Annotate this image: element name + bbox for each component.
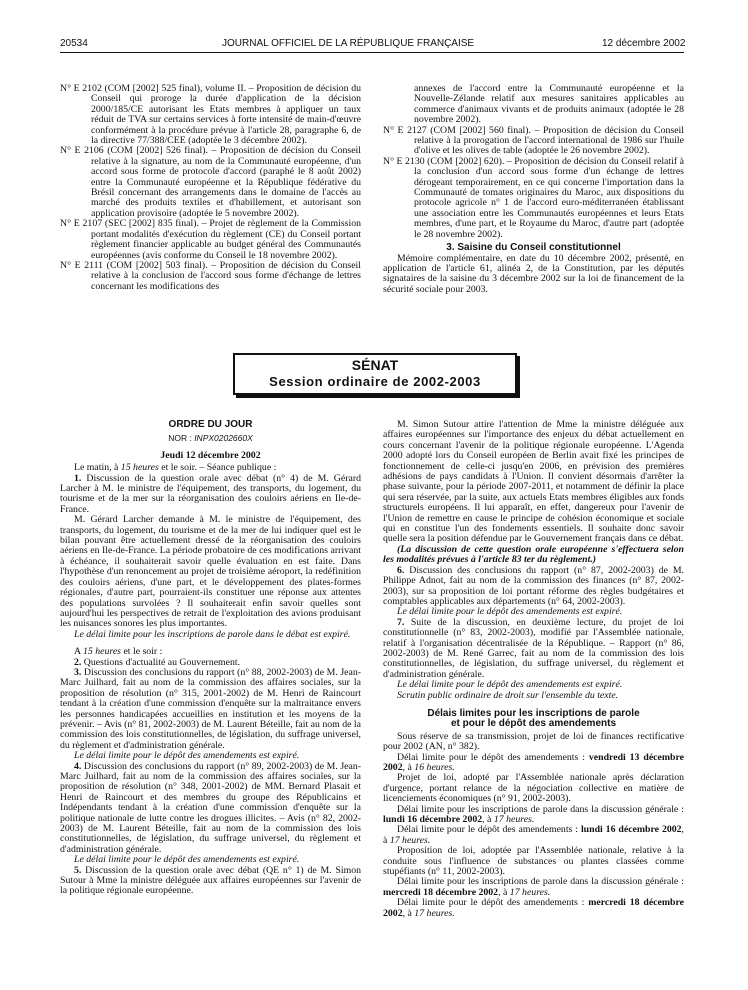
agenda-item-1: 1. Discussion de la question orale avec débat (n° 4) de M. Gérard Larcher à M. le ministre de l'équipement, des transports, du logement, du tourisme et de la mer sur la réorganisation des couloirs aériens en Ile-de-France. <box>60 472 361 515</box>
top-right-column <box>383 84 684 295</box>
agenda-item-2: 2. Questions d'actualité au Gouvernement. <box>74 656 241 668</box>
scrutin-note: Scrutin public ordinaire de droit sur l'ensemble du texte. <box>397 689 619 701</box>
agenda-item-6: 6. Discussion des conclusions du rapport (n° 87, 2002-2003) de M. Philippe Adnot, fait au nom de la commission des finances (n° 87, 2002-2003), sur sa proposition de loi portant réforme des règles budgétaires et comptables applicables aux départements (n° 64, 2002-2003). <box>383 564 684 607</box>
delai-note: Le délai limite pour le dépôt des amendements est expiré. <box>397 679 623 691</box>
senat-subtitle: Session ordinaire de 2002-2003 <box>269 374 481 389</box>
modalites-note: (La discussion de cette question orale européenne s'effectuera selon les modalités prévues à l'article 83 ter du règlement.) <box>383 543 684 566</box>
question-text: M. Gérard Larcher demande à M. le ministre de l'équipement, des transports, du logement, du tourisme et de la mer de lui indiquer quel est le bilan pouvant être actuellement dressé de la réorganisation des couloirs aériens en Ile-de-France. La période probatoire de ces modifications arrivant à échéance, il souhaiterait savoir quelle évaluation en est faite. Dans l'hypothèse d'un renoncement au projet de troisième aéroport, la redéfinition des couloirs aériens, d'une part, et le développement des plates-formes régionales, d'autre part, pourraient-ils constituer une réponse aux attentes des populations survolées ? Il souhaiterait enfin savoir quelles sont aujourd'hui les perspectives de retrait de l'exploitation des avions produisant les nuisances sonores les plus importantes. <box>60 514 361 630</box>
nor-code: INPX0202660X <box>194 433 253 444</box>
page-number: 20534 <box>60 38 88 49</box>
list-item: N° E 2127 (COM [2002] 560 final). – Proposition de décision du Conseil relative à la prorogation de l'accord international de 1986 sur l'huile d'olive et les olives de table (adoptée le 26 novembre 2002). <box>383 124 684 157</box>
header-rule <box>60 52 684 53</box>
agenda-item-5: 5. Discussion de la question orale avec débat (QE n° 1) de M. Simon Sutour à Mme la ministre déléguée aux affaires européennes sur l'avenir de la politique régionale européenne. <box>60 864 361 897</box>
journal-title: JOURNAL OFFICIEL DE LA RÉPUBLIQUE FRANÇAISE <box>222 38 475 49</box>
finances-intro: Sous réserve de sa transmission, projet de loi de finances rectificative pour 2002 (AN, n° 382). <box>383 730 684 753</box>
ordre-du-jour-column: ORDRE DU JOUR NOR : INPX0202660X Jeudi 12 décembre 2002 Le matin, à 15 heures et le soir. – Séance publique : 1. Discussion de la question orale avec débat (n° 4) de M. Gérard Larcher à M. le ministre de l'équipement, des transports, du logement, du tourisme et de la mer sur la réorganisation des couloirs aériens en Ile-de-France. M. Gérard Larcher demande à M. le ministre de l'équipement, des transports, du logement, du tourisme et de la mer de lui indiquer quel est le bilan pouvant être actuellement dressé de la réorganisation des couloirs aériens en Ile-de-France. La période probatoire de ces modifications arrivant à échéance, il souhaiterait savoir quelle évaluation en est faite. Dans l'hypothèse d'un renoncement au projet de troisième aéroport, la redéfinition des couloirs aériens, d'une part, et le développement des plates-formes régionales, d'autre part, pourraient-ils constituer une réponse aux attentes des populations survolées ? Il souhaiterait enfin savoir quelles sont aujourd'hui les perspectives de retrait de l'exploitation des avions produisant les nuisances sonores les plus importantes. Le délai limite pour les inscriptions de parole dans le débat est expiré. A 15 heures et le soir : 2. Questions d'actualité au Gouvernement. 3. Discussion des conclusions du rapport (n° 88, 2002-2003) de M. Jean-Marc Juilhard, fait au nom de la commission des affaires sociales, sur la proposition de résolution (n° 315, 2001-2002) de M. Henri de Raincourt tendant à la création d'une commission d'enquête sur la maltraitance envers les personnes handicapées accueillies en institution et les moyens de la prévenir. – Avis (n° 81, 2002-2003) de M. Laurent Béteille, fait au nom de la commission des lois constitutionnelles, de législation, du suffrage universel, du règlement et d'administration générale. Le délai limite pour le dépôt des amendements est expiré. 4. Discussion des conclusions du rapport (n° 89, 2002-2003) de M. Jean-Marc Juilhard, fait au nom de la commission des affaires sociales, sur la proposition de résolution (n° 348, 2001-2002) de MM. Bernard Plasait et Henri de Raincourt et des membres du groupe des Républicains et Indépendants tendant à la création d'une commission d'enquête sur la politique nationale de lutte contre les drogues illicites. – Avis (n° 82, 2002-2003) de M. Laurent Béteille, fait au nom de la commission des lois constitutionnelles, de législation, du suffrage universel, du règlement et d'administration générale. Le délai limite pour le dépôt des amendements est expiré. 5. Discussion de la question orale avec débat (QE n° 1) de M. Simon Sutour à Mme la ministre déléguée aux affaires européennes sur l'avenir de la politique régionale européenne. <box>60 419 361 897</box>
ordre-heading: ORDRE DU JOUR <box>168 419 253 430</box>
senat-box <box>233 353 517 395</box>
agenda-item-7: 7. Suite de la discussion, en deuxième lecture, du projet de loi constitutionnelle (n° 83, 2002-2003), modifié par l'Assemblée nationale, relatif à l'organisation décentralisée de la République. – Rapport (n° 86, 2002-2003) de M. René Garrec, fait au nom de la commission des lois constitutionnelles, de législation, du suffrage universel, du règlement et d'administration générale. <box>383 616 684 680</box>
list-item: N° E 2106 (COM [2002] 526 final). – Proposition de décision du Conseil relative à la signature, au nom de la Communauté européenne, d'un accord sous forme de protocole d'accord (paraphé le 8 août 2002) entre la Communauté européenne et la République fédérative du Brésil concernant des arrangements dans le domaine de l'accès au marché des produits textiles et d'habillement, et autorisant son application provisoire (adoptée le 5 novembre 2002). <box>60 145 361 219</box>
delai-note: Le délai limite pour le dépôt des amendements est expiré. <box>397 606 623 618</box>
negociation-intro: Projet de loi, adopté par l'Assemblée nationale après déclaration d'urgence, portant relance de la négociation collective en matière de licenciements économiques (n° 91, 2002-2003). <box>383 772 684 805</box>
delais-heading-line-1: Délais limites pour les inscriptions de parole <box>427 707 640 719</box>
delai-note: Le délai limite pour les inscriptions de parole dans le débat est expiré. <box>74 628 351 640</box>
question-text: M. Simon Sutour attire l'attention de Mme la ministre déléguée aux affaires européennes sur l'importance des enjeux du débat actuellement en cours concernant l'avenir de la politique régionale européenne. L'Agenda 2000 adopté lors du Conseil européen de Berlin avait fixé les principes de fonctionnement de celle-ci jusqu'en 2006, en prévision des premières adhésions de pays candidats à l'Union. Il convient désormais d'arrêter la phase suivante, pour la période 2007-2011, et notamment de définir la place qui sera réservée, par la suite, aux actuels Etats membres éligibles aux fonds structurels européens. Il lui apparaît, en effet, dangereux pour l'avenir de l'Union de remettre en cause le principe de cohésion économique et sociale qui en constitue l'un des fondements essentiels. Il souhaite donc savoir quelle sera la position défendue par le Gouvernement français dans ce débat. <box>383 419 684 545</box>
nor-label: NOR : <box>168 433 195 444</box>
delais-heading-line-2: et pour le dépôt des amendements <box>450 718 617 730</box>
header-date: 12 décembre 2002 <box>602 38 686 49</box>
top-left-column <box>60 84 361 292</box>
delai-note: Le délai limite pour le dépôt des amendements est expiré. <box>74 750 300 762</box>
agenda-item-3: 3. Discussion des conclusions du rapport (n° 88, 2002-2003) de M. Jean-Marc Juilhard, fait au nom de la commission des affaires sociales, sur la proposition de résolution (n° 315, 2001-2002) de M. Henri de Raincourt tendant à la création d'une commission d'enquête sur la maltraitance envers les personnes handicapées accueillies en institution et les moyens de la prévenir. – Avis (n° 81, 2002-2003) de M. Laurent Béteille, fait au nom de la commission des lois constitutionnelles, de législation, du suffrage universel, du règlement et d'administration générale. <box>60 666 361 751</box>
ordre-du-jour-right-column: M. Simon Sutour attire l'attention de Mme la ministre déléguée aux affaires européennes sur l'importance des enjeux du débat actuellement en cours concernant l'avenir de la politique régionale européenne. L'Agenda 2000 adopté lors du Conseil européen de Berlin avait fixé les principes de fonctionnement de celle-ci jusqu'en 2006, en prévision des premières adhésions de pays candidats à l'Union. Il convient désormais d'arrêter la phase suivante, pour la période 2007-2011, et notamment de définir la place qui sera réservée, par la suite, aux actuels Etats membres éligibles aux fonds structurels européens. Il lui apparaît, en effet, dangereux pour l'avenir de l'Union de remettre en cause le principe de cohésion économique et sociale qui en constitue l'un des fondements essentiels. Il souhaite donc savoir quelle sera la position défendue par le Gouvernement français dans ce débat. (La discussion de cette question orale européenne s'effectuera selon les modalités prévues à l'article 83 ter du règlement.) 6. Discussion des conclusions du rapport (n° 87, 2002-2003) de M. Philippe Adnot, fait au nom de la commission des finances (n° 87, 2002-2003), sur sa proposition de loi portant réforme des règles budgétaires et comptables applicables aux départements (n° 64, 2002-2003). Le délai limite pour le dépôt des amendements est expiré. 7. Suite de la discussion, en deuxième lecture, du projet de loi constitutionnelle (n° 83, 2002-2003), modifié par l'Assemblée nationale, relatif à l'organisation décentralisée de la République. – Rapport (n° 86, 2002-2003) de M. René Garrec, fait au nom de la commission des lois constitutionnelles, de législation, du suffrage universel, du règlement et d'administration générale. Le délai limite pour le dépôt des amendements est expiré. Scrutin public ordinaire de droit sur l'ensemble du texte. Délais limites pour les inscriptions de parole et pour le dépôt des amendements Sous réserve de sa transmission, projet de loi de finances rectificative pour 2002 (AN, n° 382). Délai limite pour le dépôt des amendements : vendredi 13 décembre 2002, à 16 heures. Projet de loi, adopté par l'Assemblée nationale après déclaration d'urgence, portant relance de la négociation collective en matière de licenciements économiques (n° 91, 2002-2003). Délai limite pour les inscriptions de parole dans la discussion générale : lundi 16 décembre 2002, à 17 heures. Délai limite pour le dépôt des amendements : lundi 16 décembre 2002, à 17 heures. Proposition de loi, adoptée par l'Assemblée nationale, relative à la conduite sous l'influence de substances ou plantes classées comme stupéfiants (n° 11, 2002-2003). Délai limite pour les inscriptions de parole dans la discussion générale : mercredi 18 décembre 2002, à 17 heures. Délai limite pour le dépôt des amendements : mercredi 18 décembre 2002, à 17 heures. <box>383 419 685 919</box>
senat-title: SÉNAT <box>351 357 399 373</box>
section-text: Mémoire complémentaire, en date du 10 décembre 2002, présenté, en application de l'article 61, alinéa 2, de la Constitution, par les députés signataires de la saisine du 3 décembre 2002 sur la loi de financement de la sécurité sociale pour 2003. <box>383 252 684 295</box>
list-item: N° E 2111 (COM [2002] 503 final). – Proposition de décision du Conseil relative à la conclusion de l'accord sous forme d'échange de lettres concernant les modifications des <box>60 259 361 292</box>
conduite-intro: Proposition de loi, adoptée par l'Assemblée nationale, relative à la conduite sous l'influence de substances ou plantes classées comme stupéfiants (n° 11, 2002-2003). <box>383 845 684 878</box>
agenda-item-4: 4. Discussion des conclusions du rapport (n° 89, 2002-2003) de M. Jean-Marc Juilhard, fait au nom de la commission des affaires sociales, sur la proposition de résolution (n° 348, 2001-2002) de MM. Bernard Plasait et Henri de Raincourt et des membres du groupe des Républicains et Indépendants tendant à la création d'une commission d'enquête sur la politique nationale de lutte contre les drogues illicites. – Avis (n° 82, 2002-2003) de M. Laurent Béteille, fait au nom de la commission des lois constitutionnelles, de législation, du suffrage universel, du règlement et d'administration générale. <box>60 760 361 855</box>
section-heading: 3. Saisine du Conseil constitutionnel <box>446 242 621 254</box>
date-heading: Jeudi 12 décembre 2002 <box>160 449 261 461</box>
list-item: N° E 2130 (COM [2002] 620). – Proposition de décision du Conseil relatif à la conclusion d'un accord sous forme d'un échange de lettres dérogeant temporairement, en ce qui concerne l'importation dans la Communauté de tomates originaires du Maroc, aux dispositions du protocole agricole n° 1 de l'accord euro-méditerranéen établissant une association entre les Communautés européennes et leurs Etats membres, d'une part, et le Royaume du Maroc, d'autre part (adoptée le 28 novembre 2002). <box>383 155 684 240</box>
list-item-continuation: annexes de l'accord entre la Communauté européenne et la Nouvelle-Zélande relatif aux mesures sanitaires applicables au commerce d'animaux vivants et de produits animaux (adoptée le 28 novembre 2002). <box>414 83 684 126</box>
delai-note: Le délai limite pour le dépôt des amendements est expiré. <box>74 854 300 866</box>
list-item: N° E 2107 (SEC [2002] 835 final). – Projet de règlement de la Commission portant modalités d'exécution du règlement (CE) du Conseil portant règlement financier applicable au budget général des Communautés européennes (avis conforme du Conseil le 18 novembre 2002). <box>60 218 361 261</box>
list-item: N° E 2102 (COM [2002] 525 final), volume II. – Proposition de décision du Conseil qui proroge la durée d'application de la décision 2000/185/CE autorisant les Etats membres à appliquer un taux réduit de TVA sur certains services à forte intensité de main-d'œuvre conformément à la procédure prévue à l'article 28, paragraphe 6, de la directive 77/388/CEE (adoptée le 3 décembre 2002). <box>60 83 361 147</box>
